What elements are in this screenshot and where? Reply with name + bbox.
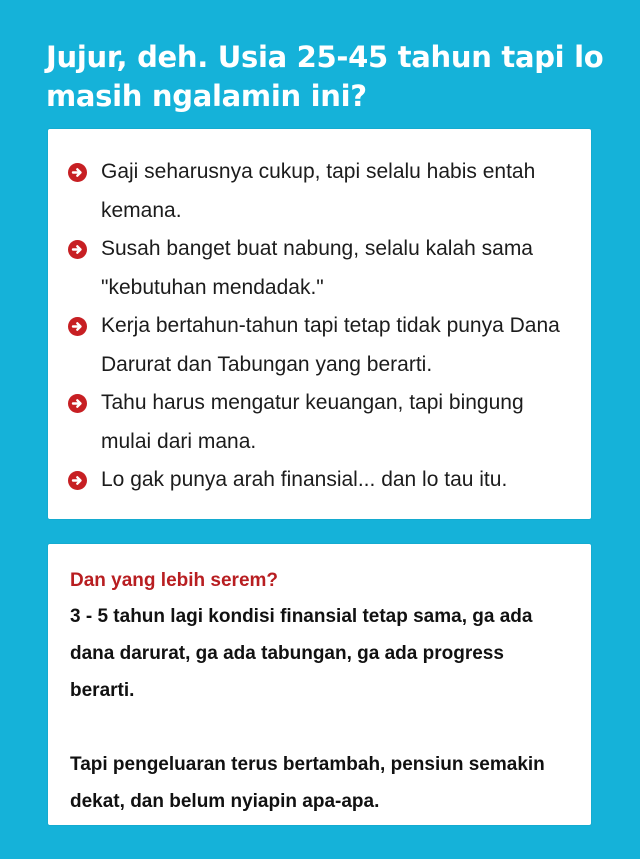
warning-title: Dan yang lebih serem?: [70, 570, 279, 591]
list-item-text: Tahu harus mengatur keuangan, tapi bingung mulai dari mana.: [101, 391, 524, 453]
problem-list-card: [48, 129, 591, 519]
list-item: [68, 307, 571, 384]
list-item: [68, 230, 571, 307]
list-item-text: Kerja bertahun-tahun tapi tetap tidak punya Dana Darurat dan Tabungan yang berarti.: [101, 314, 560, 376]
paragraph-spacer: [70, 709, 569, 746]
headline: Jujur, deh. Usia 25-45 tahun tapi lo masih ngalamin ini?: [46, 40, 604, 113]
arrow-right-circle-icon: [68, 240, 87, 259]
list-item-text: Gaji seharusnya cukup, tapi selalu habis entah kemana.: [101, 160, 536, 222]
list-item-text: Susah banget buat nabung, selalu kalah sama "kebutuhan mendadak.": [101, 237, 533, 299]
list-item: [68, 153, 571, 230]
list-item: [68, 384, 571, 461]
warning-paragraph-2: Tapi pengeluaran terus bertambah, pensiun semakin dekat, dan belum nyiapin apa-apa.: [70, 754, 545, 812]
arrow-right-circle-icon: [68, 317, 87, 336]
warning-paragraph-1: 3 - 5 tahun lagi kondisi finansial tetap sama, ga ada dana darurat, ga ada tabungan, ga ada progress berarti.: [70, 606, 533, 701]
list-item: [68, 461, 571, 500]
arrow-right-circle-icon: [68, 394, 87, 413]
arrow-right-circle-icon: [68, 163, 87, 182]
list-item-text: Lo gak punya arah finansial... dan lo tau itu.: [101, 468, 508, 491]
arrow-right-circle-icon: [68, 471, 87, 490]
problem-list: [48, 129, 591, 500]
warning-card: [48, 544, 591, 825]
